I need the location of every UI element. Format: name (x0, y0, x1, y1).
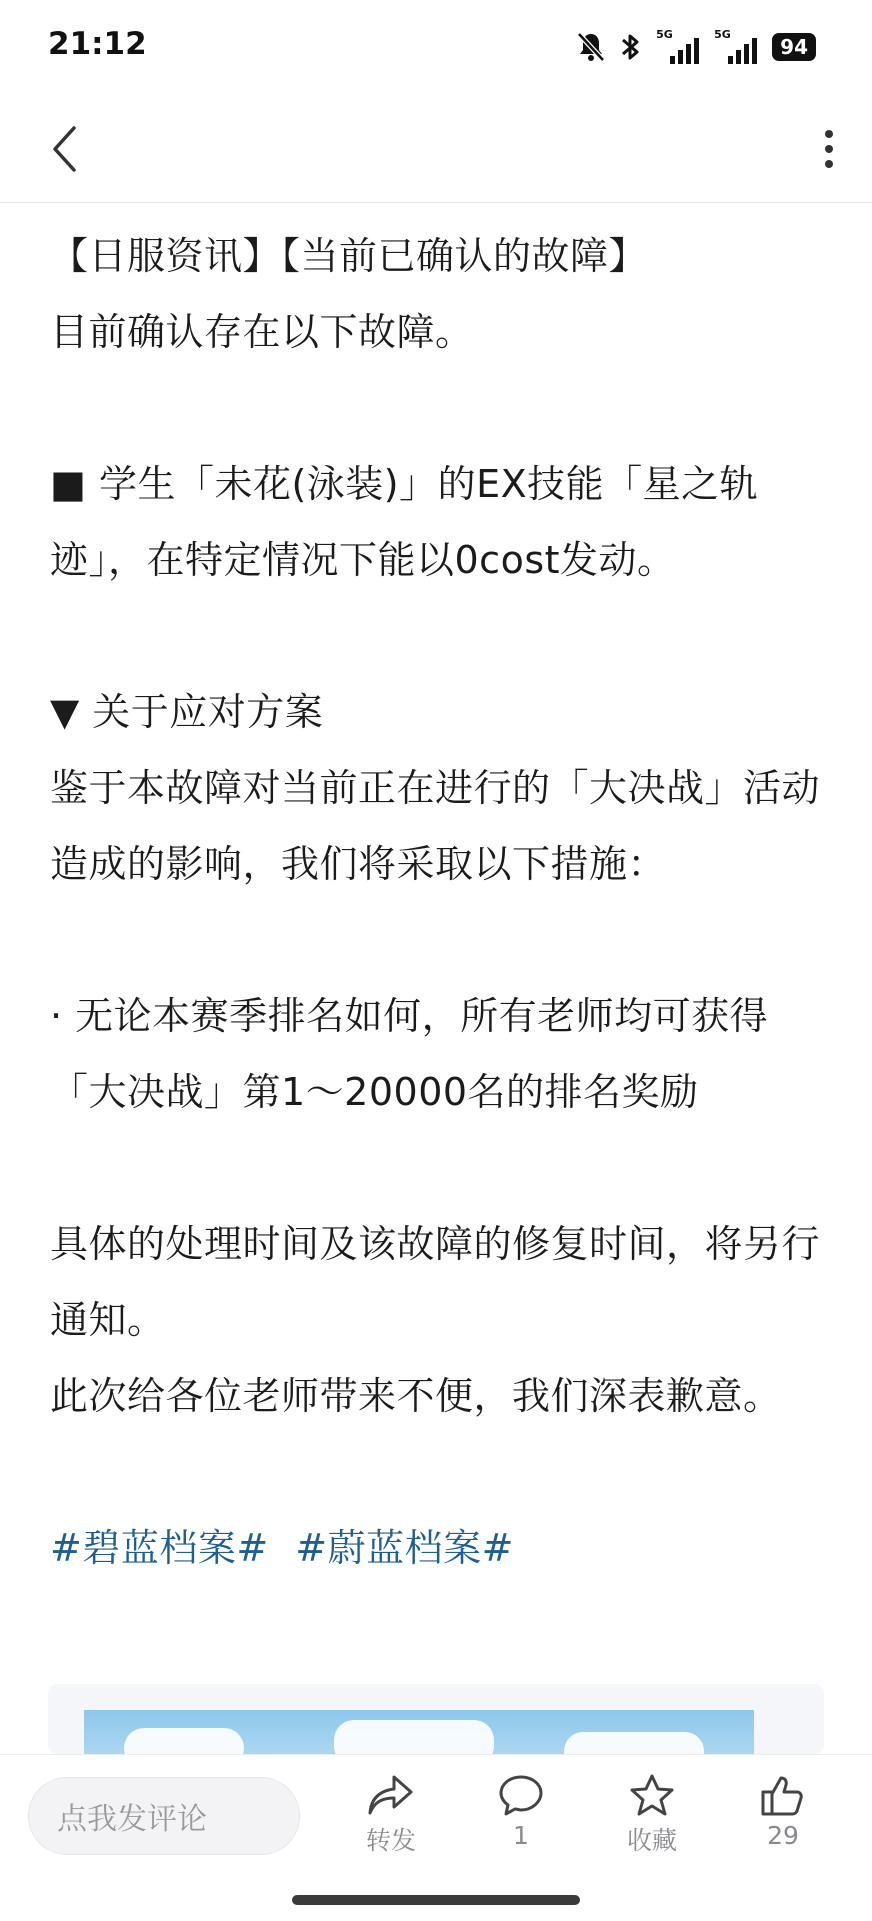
favorite-button[interactable] (597, 1773, 707, 1857)
like-button[interactable] (728, 1773, 838, 1850)
paragraph-gap (50, 902, 830, 978)
chevron-left-icon (50, 124, 80, 174)
comment-count: 1 (513, 1821, 529, 1850)
article-paragraph: 此次给各位老师带来不便，我们深表歉意。 (50, 1374, 782, 1418)
status-bar (0, 0, 872, 96)
article-paragraph: · 无论本赛季排名如何，所有老师均可获得「大决战」第1～20000名的排名奖励 (50, 994, 769, 1114)
home-indicator[interactable] (292, 1895, 580, 1905)
more-vertical-icon (824, 129, 834, 169)
article-paragraph: 【日服资讯】【当前已确认的故障】 (50, 234, 648, 278)
bottom-action-bar (0, 1754, 872, 1921)
back-button[interactable] (40, 122, 90, 176)
comment-button[interactable] (466, 1773, 576, 1850)
article-paragraph: 具体的处理时间及该故障的修复时间，将另行通知。 (50, 1222, 821, 1342)
share-icon (367, 1773, 415, 1817)
share-button[interactable] (336, 1773, 446, 1857)
top-nav-bar (0, 96, 872, 203)
hashtag-link[interactable]: #蔚蓝档案# (295, 1526, 514, 1570)
paragraph-gap (50, 1130, 830, 1206)
article-paragraph: ▼ 关于应对方案 (50, 690, 324, 734)
article-paragraph: 鉴于本故障对当前正在进行的「大决战」活动造成的影响，我们将采取以下措施： (50, 766, 821, 886)
status-icons (576, 30, 816, 64)
post-image[interactable] (48, 1684, 824, 1754)
paragraph-gap (50, 1434, 830, 1510)
comment-icon (497, 1773, 545, 1817)
signal-icon: 5G (656, 30, 700, 64)
star-icon (628, 1773, 676, 1817)
post-image-content (84, 1710, 754, 1754)
article-paragraph: 目前确认存在以下故障。 (50, 310, 474, 354)
like-count: 29 (767, 1821, 799, 1850)
paragraph-gap (50, 370, 830, 446)
signal-icon: 5G (714, 30, 758, 64)
article-paragraph: ■ 学生「未花(泳装)」的EX技能「星之轨迹」，在特定情况下能以0cost发动。 (50, 462, 759, 582)
hashtag-link[interactable]: #碧蓝档案# (50, 1526, 269, 1570)
hashtag-row (50, 1510, 830, 1586)
thumbs-up-icon (759, 1773, 807, 1817)
bluetooth-icon (620, 31, 642, 63)
article-body (50, 218, 830, 1586)
more-options-button[interactable] (804, 122, 854, 176)
battery-icon: 94 (772, 33, 816, 61)
paragraph-gap (50, 598, 830, 674)
mute-bell-icon (576, 31, 606, 63)
status-time: 21:12 (48, 26, 147, 62)
share-label: 转发 (365, 1826, 416, 1855)
favorite-label: 收藏 (626, 1826, 677, 1855)
comment-input[interactable]: 点我发评论 (28, 1777, 300, 1855)
